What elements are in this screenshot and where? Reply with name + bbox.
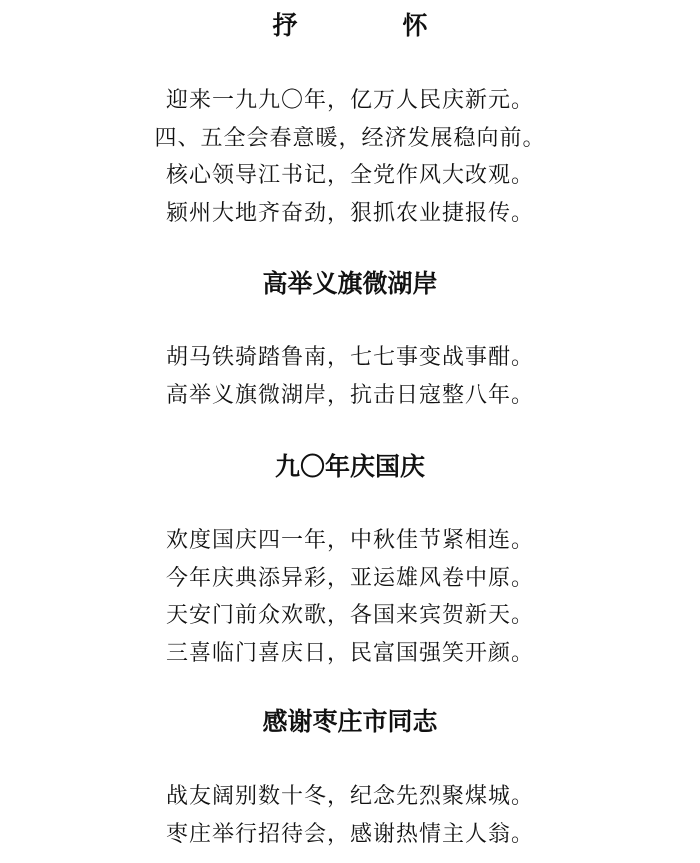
poem-body-gaojuyiqi — [0, 339, 700, 414]
verse-line: 天安门前众欢歌，各国来宾贺新天。 — [165, 603, 534, 628]
verse-line: 颍州大地齐奋劲，狠抓农业捷报传。 — [165, 200, 534, 226]
verse-line: 迎来一九九〇年，亿万人民庆新元。 — [165, 88, 534, 113]
poem-body-ganxie — [0, 778, 700, 853]
verse-line: 枣庄举行招待会，感谢热情主人翁。 — [165, 821, 534, 847]
verse-line: 高举义旗微湖岸，抗击日寇整八年。 — [165, 382, 534, 408]
verse-line: 胡马铁骑踏鲁南，七七事变战事酣。 — [165, 345, 534, 370]
poem-title-shuhuai: 抒 怀 — [272, 11, 468, 40]
poem-title-gaojuyiqi: 高举义旗微湖岸 — [262, 269, 438, 298]
poem-title-guoqing: 九〇年庆国庆 — [274, 452, 425, 481]
poem-body-shuhuai — [0, 82, 700, 232]
verse-line: 战友阔别数十冬，纪念先烈聚煤城。 — [165, 784, 534, 809]
poem-title-ganxie: 感谢枣庄市同志 — [262, 707, 438, 736]
poem-body-guoqing — [0, 522, 700, 672]
verse-line: 核心领导江书记，全党作风大改观。 — [165, 163, 534, 188]
verse-line: 欢度国庆四一年，中秋佳节紧相连。 — [165, 528, 534, 553]
verse-line: 四、五全会春意暖，经济发展稳向前。 — [154, 125, 546, 151]
verse-line: 三喜临门喜庆日，民富国强笑开颜。 — [165, 640, 534, 666]
verse-line: 今年庆典添异彩，亚运雄风卷中原。 — [165, 565, 534, 591]
